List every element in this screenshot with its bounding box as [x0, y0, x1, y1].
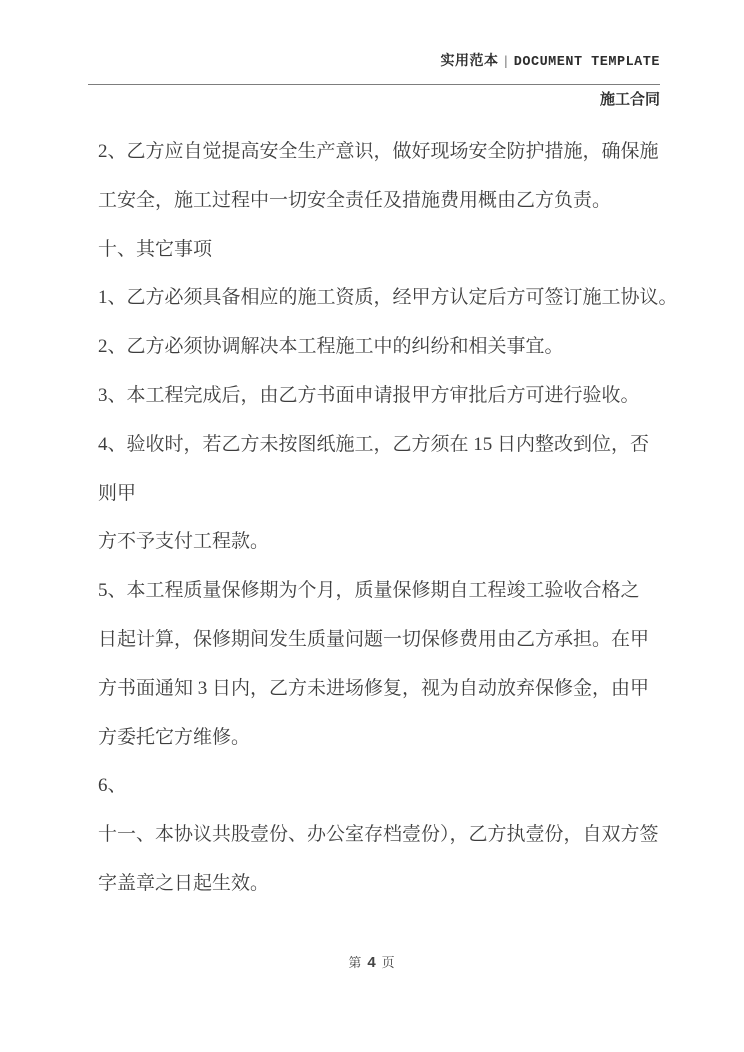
document-line: 1、乙方必须具备相应的施工资质，经甲方认定后方可签订施工协议。: [98, 287, 678, 309]
document-line: 工安全，施工过程中一切安全责任及措施费用概由乙方负责。: [98, 189, 612, 211]
document-line: 5、本工程质量保修期为个月，质量保修期自工程竣工验收合格之: [98, 580, 640, 602]
document-line: 则甲: [98, 482, 137, 504]
document-line: 方不予支付工程款。: [98, 531, 270, 553]
page-number: 4: [367, 954, 377, 971]
document-line: 字盖章之日起生效。: [98, 872, 270, 894]
page-footer-suffix: 页: [381, 955, 396, 970]
header-brand-cn: 实用范本: [440, 54, 499, 69]
page-footer: [0, 952, 744, 971]
document-line: 方委托它方维修。: [98, 726, 251, 748]
document-line: 方书面通知 3 日内，乙方未进场修复，视为自动放弃保修金，由甲: [98, 677, 650, 699]
document-line: 4、验收时，若乙方未按图纸施工，乙方须在 15 日内整改到位，否: [98, 433, 650, 455]
document-line: 日起计算，保修期间发生质量问题一切保修费用由乙方承担。在甲: [98, 628, 650, 650]
document-title: 施工合同: [599, 92, 660, 108]
document-line: 十、其它事项: [98, 238, 213, 260]
document-line: 2、乙方应自觉提高安全生产意识，做好现场安全防护措施，确保施: [98, 141, 659, 162]
document-line: 2、乙方必须协调解决本工程施工中的纠纷和相关事宜。: [98, 336, 564, 358]
document-line: 6、: [98, 775, 127, 797]
document-line: 3、本工程完成后，由乙方书面申请报甲方审批后方可进行验收。: [98, 384, 640, 406]
document-line: 十一、本协议共股壹份、办公室存档壹份），乙方执壹份，自双方签: [98, 824, 659, 846]
header-brand: [440, 50, 660, 70]
page-footer-prefix: 第: [348, 955, 363, 970]
header-brand-en: DOCUMENT TEMPLATE: [513, 55, 660, 70]
header-brand-separator: |: [504, 54, 508, 69]
document-body: [98, 128, 678, 909]
header-divider-rule: [88, 84, 660, 85]
